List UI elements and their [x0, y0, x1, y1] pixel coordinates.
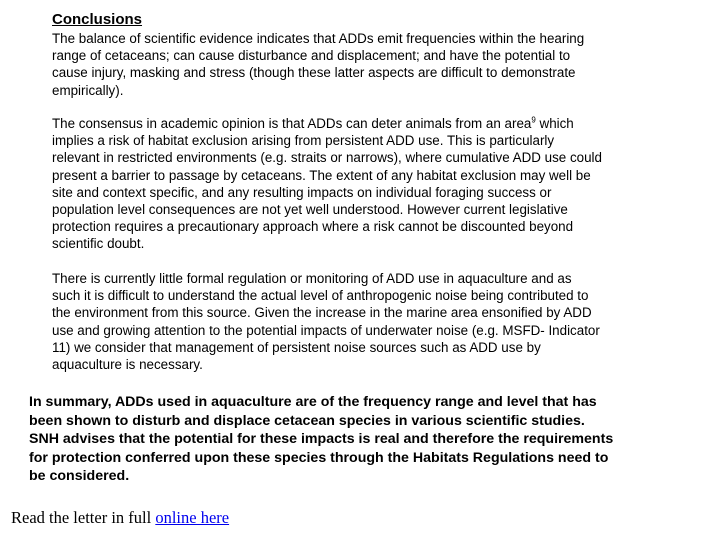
text-line: for protection conferred upon these species through the Habitats Regulations need to — [29, 449, 609, 466]
text-line: the environment from this source. Given the increase in the marine area ensonified by ADD — [52, 305, 592, 321]
text-line: site and context specific, and any resulting impacts on individual foraging success or — [52, 184, 552, 200]
text-line: protection requires a precautionary approach where a risk cannot be discounted beyond — [52, 219, 574, 235]
text-line: be considered. — [29, 468, 130, 484]
text-line: implies a risk of habitat exclusion arising from persistent ADD use. This is particularly — [52, 133, 555, 149]
text-line: range of cetaceans; can cause disturbance and displacement; and have the potential to — [52, 48, 571, 64]
paragraph-consensus — [52, 115, 692, 253]
text-line: 11) we consider that management of persistent noise sources such as ADD use by — [52, 339, 541, 355]
paragraph-evidence — [52, 30, 692, 99]
text-line: cause injury, masking and stress (though these latter aspects are difficult to demonstrate — [52, 65, 576, 81]
footnote-marker: 9 — [531, 115, 536, 125]
text-line: been shown to disturb and displace cetacean species in various scientific studies. — [29, 412, 585, 429]
text-line: population level consequences are not yet well understood. However current legislative — [52, 202, 568, 218]
online-here-link[interactable]: online here — [155, 508, 230, 527]
text-line: There is currently little formal regulation or monitoring of ADD use in aquaculture and as — [52, 271, 572, 286]
text-line: such it is difficult to understand the actual level of anthropogenic noise being contributed to — [52, 288, 589, 304]
text-line: present a barrier to passage by cetaceans. The extent of any habitat exclusion may well be — [52, 167, 591, 183]
summary-paragraph — [29, 393, 704, 486]
text-line: use and growing attention to the potential impacts of underwater noise (e.g. MSFD- Indicator — [52, 322, 600, 338]
conclusions-heading: Conclusions — [52, 11, 143, 28]
text-line: relevant in restricted environments (e.g. straits or narrows), where cumulative ADD use could — [52, 150, 602, 166]
footer-caption — [11, 508, 229, 528]
text-line: empirically). — [52, 82, 124, 98]
text-line — [52, 115, 692, 132]
text-line: aquaculture is necessary. — [52, 357, 203, 373]
text-fragment: The consensus in academic opinion is that ADDs can deter animals from an area — [52, 116, 532, 131]
footer-text: Read the letter in full — [11, 508, 156, 527]
text-line: scientific doubt. — [52, 236, 145, 252]
text-line: The balance of scientific evidence indicates that ADDs emit frequencies within the hearing — [52, 31, 585, 46]
paragraph-regulation — [52, 270, 692, 373]
text-line: In summary, ADDs used in aquaculture are of the frequency range and level that has — [29, 394, 597, 410]
text-line: SNH advises that the potential for these impacts is real and therefore the requirements — [29, 431, 614, 447]
text-fragment: which — [535, 116, 574, 131]
